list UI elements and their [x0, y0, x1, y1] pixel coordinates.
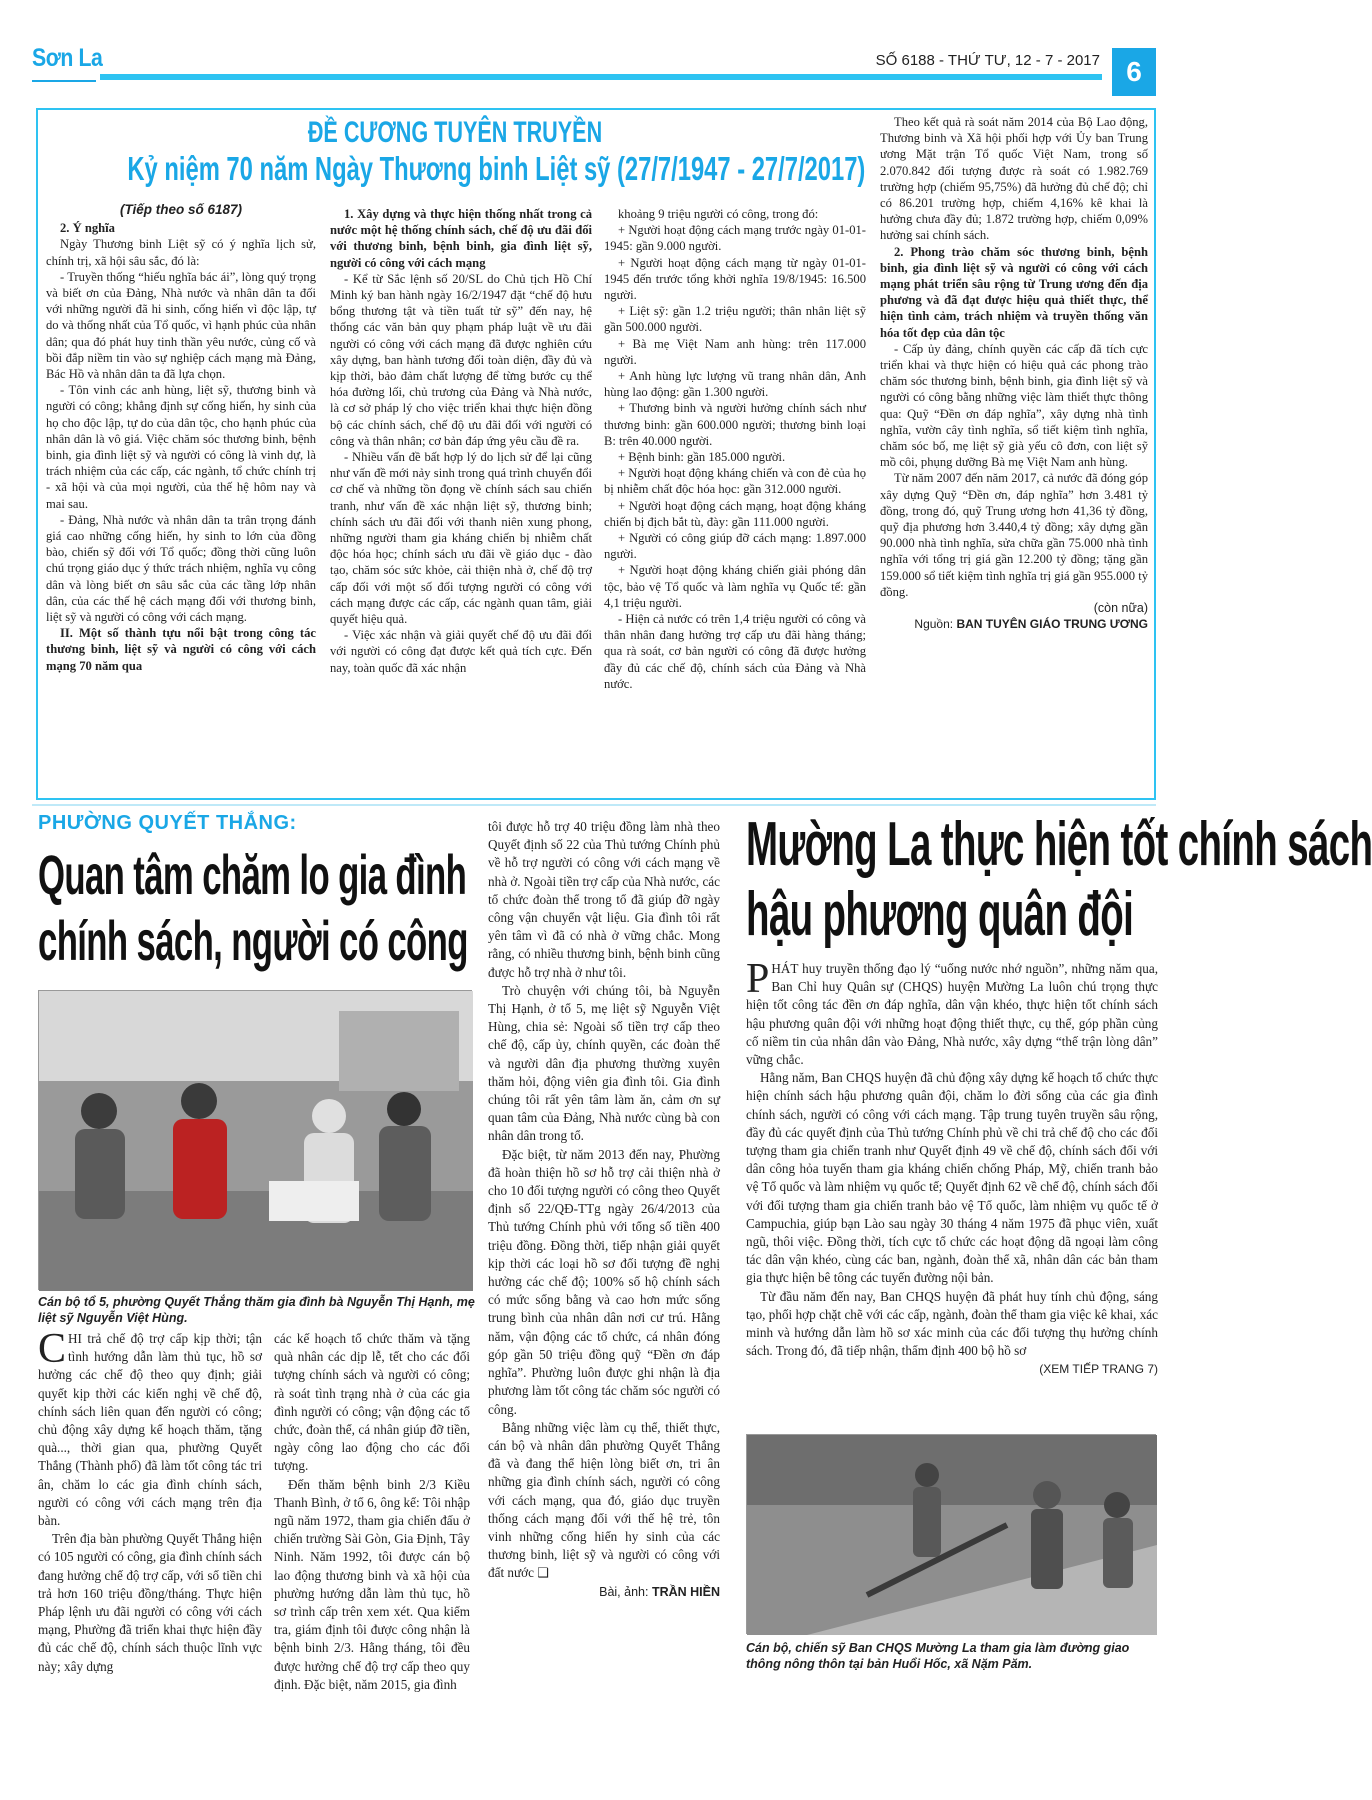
paragraph: + Người hoạt động kháng chiến và con đẻ của họ bị nhiễm chất độc hóa học: gần 312.000 người.: [604, 466, 866, 497]
photo-illustration-road: [747, 1435, 1157, 1635]
page-number: 6: [1112, 48, 1156, 96]
right-headline-line1: Mường La thực hiện tốt chính sách: [746, 810, 1372, 879]
source-label: Nguồn:: [914, 617, 954, 632]
paragraph: Ngày Thương binh Liệt sỹ có ý nghĩa lịch sử, chính trị, xã hội sâu sắc, đó là:: [46, 237, 316, 268]
paragraph: khoảng 9 triệu người có công, trong đó:: [618, 207, 819, 221]
outline-column-1: [46, 202, 316, 674]
paragraph: + Thương binh và người hưởng chính sách như thương binh: gần 600.000 người; thương binh loại B: trên 40.000 người.: [604, 401, 866, 448]
outline-title: ĐỀ CƯƠNG TUYÊN TRUYỀN: [307, 116, 603, 149]
right-photo-caption: Cán bộ, chiến sỹ Ban CHQS Mường La tham gia làm đường giao thông nông thôn tại bản Huổi Hốc, xã Nặm Păm.: [746, 1641, 1130, 1671]
lead-paragraph: [746, 956, 1158, 1069]
continued-from: (Tiếp theo số 6187): [119, 202, 243, 217]
article-photo-caption: Cán bộ tổ 5, phường Quyết Thắng thăm gia đình bà Nguyễn Thị Hạnh, mẹ liệt sỹ Nguyễn Việt Hùng.: [38, 1295, 475, 1325]
paragraph: Bằng những việc làm cụ thể, thiết thực, cán bộ và nhân dân phường Quyết Thắng đã và đang thể hiện lòng biết ơn, tri ân những gia đình chính sách, người có công với cách mạng, qua đó, giáo dục truyền thống cách mạng đối với thế hệ trẻ, tôn vinh những cống hiến hy sinh của các thương binh, liệt sỹ và người có công với đất nước ❑: [488, 1419, 720, 1581]
source-line: [880, 616, 1148, 632]
paragraph: Trên địa bàn phường Quyết Thắng hiện có 105 người có công, gia đình chính sách đang hưởng chế độ trợ cấp, với số tiền chi trả hơn 160 triệu đồng/tháng. Thực hiện Pháp lệnh ưu đãi người có công với cách mạng, Phường đã triển khai thực hiện đầy đủ các chế độ, chính sách thuộc lĩnh vực này; xây dựng: [38, 1531, 262, 1674]
paragraph: Trò chuyện với chúng tôi, bà Nguyễn Thị Hạnh, ở tổ 5, mẹ liệt sỹ Nguyễn Việt Hùng, chia sẻ: Ngoài số tiền trợ cấp theo chế độ, cấp ủy, chính quyền, các đoàn thể và người dân địa phương thường xuyên thăm hỏi, động viên gia đình tôi. Gia đình chúng tôi rất yên tâm làm ăn, cảm ơn sự quan tâm của Đảng, Nhà nước cùng bà con nhân dân trong tổ.: [488, 982, 720, 1144]
paragraph: + Bà mẹ Việt Nam anh hùng: trên 117.000 người.: [604, 336, 866, 367]
dropcap: C: [38, 1326, 67, 1372]
photo-illustration: [39, 991, 473, 1291]
paragraph: + Người hoạt động cách mạng, hoạt động kháng chiến bị địch bắt tù, đày: gần 111.000 người.: [604, 498, 866, 529]
paragraph: - Đảng, Nhà nước và nhân dân ta trân trọng đánh giá cao những cống hiến, hy sinh to lớn của đồng bào, chiến sỹ đối với Tổ quốc; đồng thời cũng luôn chú trọng giáo dục ý thức trách nhiệm, nghĩa vụ công dân và lòng biết ơn sâu sắc của các tầng lớp nhân dân, của các thế hệ cách mạng đối với thương binh, liệt sỹ và người có công với cách mạng.: [46, 512, 316, 625]
paragraph: Hằng năm, Ban CHQS huyện đã chủ động xây dựng kế hoạch tổ chức thực hiện chính sách hậu phương quân đội, chăm lo đời sống của các gia đình chính sách, người có công với cách mạng. Tập trung tuyên truyền sâu rộng, đầy đủ các quyết định của Thủ tướng Chính phủ về chi trả chế độ cho các đối tượng tham gia chiến tranh như Quyết định 49 về chế độ, chính sách đối với dân công hỏa tuyến tham gia kháng chiến chống Pháp, Mỹ, chiến tranh bảo vệ Tổ quốc và làm nhiệm vụ quốc tế; Quyết định 62 về chế độ, chính sách đối với đối tượng tham gia chiến tranh bảo vệ Tổ quốc, làm nhiệm vụ quốc tế ở Campuchia, giúp bạn Lào sau ngày 30 tháng 4 năm 1975 đã phục viên, xuất ngũ, thôi việc. Đồng thời, tích cực tổ chức các hoạt động dã ngoại làm công tác dân vận khéo, cùng các ban, ngành, đoàn thể xã, nhân dân các bản tham gia thực hiện bê tông các tuyến đường nội bản.: [746, 1070, 1158, 1286]
issue-date: SỐ 6188 - THỨ TƯ, 12 - 7 - 2017: [875, 52, 1100, 69]
section-heading: 2. Ý nghĩa: [60, 221, 115, 236]
outline-subtitle: Kỷ niệm 70 năm Ngày Thương binh Liệt sỹ (27/7/1947 - 27/7/2017): [127, 150, 866, 187]
newspaper-name: Sơn La: [32, 44, 103, 72]
paragraph: + Người có công giúp đỡ cách mạng: 1.897.000 người.: [604, 531, 866, 562]
paragraph: + Bệnh binh: gần 185.000 người.: [618, 450, 786, 465]
paragraph: - Truyền thống “hiếu nghĩa bác ái”, lòng quý trọng và biết ơn của Đảng, Nhà nước và nhân dân ta đối với những người đã hi sinh, cống hiến vì độc lập, tự do và thống nhất của Tổ quốc, vì hạnh phúc của nhân dân; qua đó phát huy tinh thần yêu nước, củng cố và bồi đắp niềm tin vào sự nghiệp cách mạng mà Đảng, Bác Hồ và nhân dân ta đã lựa chọn.: [46, 269, 316, 382]
article-headline-line1: Quan tâm chăm lo gia đình: [38, 843, 467, 906]
section-heading: II. Một số thành tựu nổi bật trong công tác thương binh, liệt sỹ và người có công với cách mạng 70 năm qua: [46, 626, 316, 673]
paragraph: - Hiện cả nước có trên 1,4 triệu người có công và thân nhân đang hưởng trợ cấp ưu đãi hàng tháng; qua rà soát, cơ bản người có công đã được hưởng đầy đủ các chế độ, chính sách của Đảng và Nhà nước.: [604, 612, 866, 691]
spacer-2: [38, 1330, 39, 1331]
paragraph: + Người hoạt động cách mạng trước ngày 01-01-1945: gần 9.000 người.: [604, 223, 866, 254]
outline-column-3: [604, 206, 866, 692]
paragraph: + Người hoạt động kháng chiến giải phóng dân tộc, bảo vệ Tổ quốc và làm nghĩa vụ Quốc tế: gần 4,1 triệu người.: [604, 563, 866, 610]
paragraph: - Cấp ủy đảng, chính quyền các cấp đã tích cực triển khai và thực hiện có hiệu quả các phong trào chăm sóc thương binh, bệnh binh, gia đình liệt sỹ và người có công bằng những việc làm thiết thực thông qua: Quỹ “Đền ơn đáp nghĩa”, xây dựng nhà tình nghĩa, vườn cây tình nghĩa, sổ tiết kiệm tình nghĩa, chăm sóc bố, mẹ liệt sỹ già yếu cô đơn, con liệt sỹ mồ côi, phụng dưỡng Bà mẹ Việt Nam anh hùng.: [880, 341, 1148, 470]
outline-column-2: [330, 206, 592, 676]
article-right-body: [746, 956, 1158, 1379]
article-left-column-1: [38, 1326, 262, 1676]
byline-name: TRẦN HIỀN: [651, 1584, 720, 1599]
paragraph: các kế hoạch tổ chức thăm và tặng quà nhân các dịp lễ, tết cho các đối tượng chính sách và người có công; rà soát tình trạng nhà ở của các gia đình người có công; vận động các tổ chức, đoàn thể, cá nhân giúp đỡ tiền, ngày công lao động cho các đối tượng.: [274, 1331, 470, 1474]
section-heading: 1. Xây dựng và thực hiện thống nhất trong cả nước một hệ thống chính sách, chế độ ưu đãi đối với thương binh, bệnh binh, gia đình liệt sỹ, người có công với cách mạng: [330, 207, 592, 270]
paragraph: - Nhiều vấn đề bất hợp lý do lịch sử để lại cũng như vấn đề mới nảy sinh trong quá trình chuyển đổi cơ chế và những tồn đọng về chính sách sau chiến tranh, như vấn đề xác nhận liệt sỹ, thương binh; chính sách ưu đãi đối với thanh niên xung phong, những người tham gia kháng chiến bị nhiễm chất độc hóa học; chính sách ưu đãi về giáo dục - đào tạo, chăm sóc sức khỏe, cải thiện nhà ở, chế độ trợ cấp đối với một số đối tượng người có công với cách mạng được các cấp, các ngành quan tâm, giải quyết hiệu quả.: [330, 450, 592, 627]
lead-text: HÁT huy truyền thống đạo lý “uống nước nhớ nguồn”, những năm qua, Ban Chỉ huy Quân sự (CHQS) huyện Mường La luôn chú trọng thực hiện tốt công tác đền ơn đáp nghĩa, dân vận khéo, thực hiện tốt chính sách hậu phương quân đội với những hoạt động thiết thực, cụ thể, góp phần củng cố niềm tin của nhân dân vào Đảng, Nhà nước, xây dựng “thế trận lòng dân” vững chắc.: [746, 961, 1158, 1068]
paragraph: Theo kết quả rà soát năm 2014 của Bộ Lao động, Thương binh và Xã hội phối hợp với Ủy ban Trung ương Mặt trận Tổ quốc Việt Nam, trong số 2.070.842 đối tượng được rà soát có 1.982.769 trường hợp (chiếm 95,75%) đã hưởng đủ chế độ; chỉ có 86.201 trường hợp, chiếm 4,16% kê khai là hưởng chưa đầy đủ; 1.872 trường hợp, chiếm 0,09% hưởng sai chính sách.: [880, 115, 1148, 243]
paragraph: - Kể từ Sắc lệnh số 20/SL do Chủ tịch Hồ Chí Minh ký ban hành ngày 16/2/1947 đặt “chế độ hưu bổng thương tật và tiền tuất tử sỹ” đến nay, hệ thống các văn bản quy phạm pháp luật về ưu đãi người có công với cách mạng đã được nghiên cứu xây dựng, ban hành tương đối toàn diện, đầy đủ và kịp thời, bảo đảm chất lượng để từng bước cụ thể hóa đường lối, chủ trương của Đảng và Nhà nước, là cơ sở pháp lý cho việc triển khai thực hiện đồng bộ các chính sách, chế độ ưu đãi đối với người có công và thân nhân; cơ bản đáp ứng yêu cầu đề ra.: [330, 271, 592, 448]
article-kicker: PHƯỜNG QUYẾT THẮNG:: [38, 812, 297, 834]
section-heading: 2. Phong trào chăm sóc thương binh, bệnh binh, gia đình liệt sỹ và người có công với cách mạng phát triển sâu rộng từ Trung ương đến địa phương và đã đạt được hiệu quả thiết thực, thể hiện tình cảm, trách nhiệm và truyền thống văn hóa tốt đẹp của dân tộc: [880, 244, 1148, 340]
paragraph: - Việc xác nhận và giải quyết chế độ ưu đãi đối với người có công đạt được kết quả tích cực. Đến nay, toàn quốc đã xác nhận: [330, 628, 592, 675]
outline-column-4: [880, 114, 1148, 633]
paragraph: + Liệt sỹ: gần 1.2 triệu người; thân nhân liệt sỹ gần 500.000 người.: [604, 304, 866, 335]
paragraph: Đặc biệt, từ năm 2013 đến nay, Phường đã hoàn thiện hồ sơ hỗ trợ cải thiện nhà ở cho 10 đối tượng người có công theo Quyết định số 22/QĐ-TTg ngày 26/4/2013 của Thủ tướng Chính phủ với tổng số tiền 400 triệu đồng. Đồng thời, tiếp nhận giải quyết kịp thời các loại hồ sơ đối tượng đề nghị hưởng các chế độ; 100% số hộ chính sách có mức sống bằng và cao hơn mức sống trung bình của nhân dân nơi cư trú. Hằng năm, vận động các tổ chức, cá nhân đóng góp gần 50 triệu đồng quỹ “Đền ơn đáp nghĩa”. Phường luôn được ghi nhận là địa phương làm tốt công tác chăm sóc người có công.: [488, 1146, 720, 1417]
article-left-column-3: [488, 818, 720, 1601]
newspaper-name-underline: [32, 80, 96, 82]
byline: [488, 1583, 720, 1601]
paragraph: - Tôn vinh các anh hùng, liệt sỹ, thương binh và người có công; khẳng định sự cống hiến, hy sinh của họ cho độc lập, tự do của dân tộc, cho hạnh phúc của nhân dân là vô giá. Việc chăm sóc thương binh, bệnh binh, gia đình liệt sỹ và người có công là vinh dự, là trách nhiệm của các cấp, các ngành, tổ chức chính trị - xã hội và của mọi người, của thế hệ hôm nay và mai sau.: [46, 383, 316, 511]
to-be-continued: (còn nữa): [1093, 601, 1148, 616]
paragraph: + Người hoạt động cách mạng từ ngày 01-01-1945 đến trước tổng khởi nghĩa 19/8/1945: 16.500 người.: [604, 255, 866, 303]
paragraph: + Anh hùng lực lượng vũ trang nhân dân, Anh hùng lao động: gần 1.300 người.: [604, 369, 866, 400]
byline-label: Bài, ảnh:: [599, 1584, 649, 1599]
right-headline-line2: hậu phương quân đội: [746, 880, 1134, 949]
article-headline-line2: chính sách, người có công: [38, 909, 468, 972]
header-rule: [100, 74, 1102, 80]
article-photo-road: [746, 1434, 1156, 1634]
paragraph: Từ năm 2007 đến năm 2017, cả nước đã đóng góp xây dựng Quỹ “Đền ơn, đáp nghĩa” hơn 3.481 tỷ đồng, trong đó, quỹ Trung ương hơn 41,36 tỷ đồng, quỹ địa phương hơn 3.440,4 tỷ đồng; xây dựng gần 90.000 nhà tình nghĩa, sửa chữa gần 75.000 nhà tình nghĩa với tổng trị giá gần 12.200 tỷ đồng; tặng gần 159.000 sổ tiết kiệm tình nghĩa trị giá gần 955.000 tỷ đồng.: [880, 471, 1148, 599]
article-left-column-2: [274, 1330, 470, 1694]
section-divider: [32, 804, 1156, 806]
paragraph: HI trả chế độ trợ cấp kịp thời; tận tình hướng dẫn làm thủ tục, hồ sơ hưởng các chế độ theo quy định; giải quyết kịp thời các kiến nghị về chế độ, chính sách liên quan đến người có công; chủ động xây dựng kế hoạch thăm, tặng quà..., thời gian qua, phường Quyết Thắng (Thành phố) đã làm tốt công tác tri ân, chăm lo các gia đình chính sách, người có công với cách mạng trên địa bàn.: [38, 1331, 262, 1529]
paragraph: Đến thăm bệnh binh 2/3 Kiều Thanh Bình, ở tổ 6, ông kể: Tôi nhập ngũ năm 1972, tham gia chiến đấu ở chiến trường Sài Gòn, Gia Định, Tây Ninh. Năm 1992, tôi được cán bộ lao động thương binh và xã hội của phường hướng dẫn làm thủ tục, hồ sơ trình cấp trên xem xét. Qua kiểm tra, giám định tôi được công nhận là bệnh binh 2/3. Hằng tháng, tôi đều được hưởng chế độ trợ cấp theo quy định. Đặc biệt, năm 2015, gia đình: [274, 1476, 470, 1692]
source-name: BAN TUYÊN GIÁO TRUNG ƯƠNG: [956, 617, 1148, 632]
see-next-page: (XEM TIẾP TRANG 7): [1039, 1362, 1158, 1377]
article-photo-visit: [38, 990, 472, 1290]
dropcap: P: [746, 956, 770, 1002]
paragraph: Từ đầu năm đến nay, Ban CHQS huyện đã phát huy tính chủ động, sáng tạo, phối hợp chặt chẽ với các cấp, ngành, đoàn thể tham gia việc kê khai, xác minh và hướng dẫn làm hồ sơ xác minh của các đối tượng thụ hưởng chính sách. Trong đó, đã tiếp nhận, thẩm định 400 bộ hồ sơ: [746, 1288, 1158, 1359]
paragraph: tôi được hỗ trợ 40 triệu đồng làm nhà theo Quyết định số 22 của Thủ tướng Chính phủ về hỗ trợ người có công với cách mạng về nhà ở. Ngoài tiền trợ cấp của Nhà nước, các tổ chức đoàn thể trong tổ đã giúp đỡ ngày công vận chuyển vật liệu. Gia đình tôi rất yên tâm vì đã có nhà ở vững chắc. Mong rằng, có nhiều thương binh, bệnh binh cũng được hỗ trợ nhà ở như tôi.: [488, 819, 721, 980]
